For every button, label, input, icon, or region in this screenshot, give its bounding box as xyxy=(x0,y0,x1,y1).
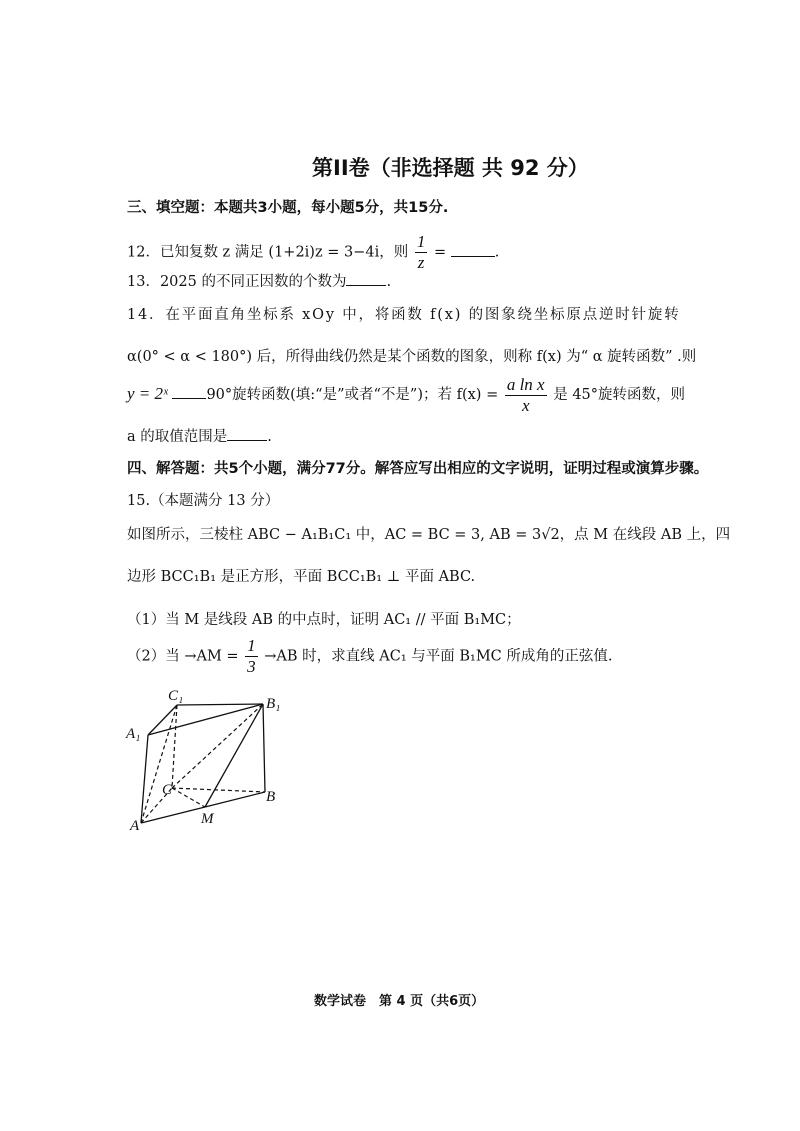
edge-b-b1 xyxy=(263,704,265,792)
question-15-part-2-fraction xyxy=(245,636,258,677)
question-14-fraction-numerator: a ln x xyxy=(506,374,545,394)
question-14-fraction xyxy=(505,375,547,416)
edge-m-b xyxy=(205,792,265,807)
question-15-header: 15.（本题满分 13 分） xyxy=(127,493,280,509)
edge-c-c1 xyxy=(172,705,177,788)
edge-a-a1 xyxy=(141,735,148,823)
question-14-fraction-denominator: x xyxy=(521,395,530,415)
section-4-heading: 四、解答题：共5个小题，满分77分。解答应写出相应的文字说明，证明过程或演算步骤。 xyxy=(127,461,709,477)
question-14-line-2: α(0° < α < 180°) 后，所得曲线仍然是某个函数的图象，则称 f(x) 为“ α 旋转函数” .则 xyxy=(127,349,697,365)
question-13-text: 13．2025 的不同正因数的个数为 xyxy=(127,274,347,290)
question-12 xyxy=(127,232,499,273)
question-12-suffix: = xyxy=(433,244,447,261)
question-15-line-2: 边形 BCC₁B₁ 是正方形，平面 BCC₁B₁ ⊥ 平面 ABC. xyxy=(127,569,476,585)
question-14-line-4 xyxy=(127,425,272,446)
question-12-fraction-denominator: z xyxy=(417,253,425,272)
edge-a-m xyxy=(141,807,205,823)
question-12-answer-blank[interactable] xyxy=(451,241,495,257)
question-13-end: . xyxy=(386,274,392,290)
question-14-line-1: 14．在平面直角坐标系 xOy 中，将函数 f(x) 的图象绕坐标原点逆时针旋转 xyxy=(127,307,681,323)
question-14-answer-blank-1[interactable] xyxy=(172,383,206,399)
question-15-part-2 xyxy=(127,636,613,677)
question-12-end: . xyxy=(494,244,500,261)
question-15-part-2-prefix: （2）当 →AM = xyxy=(127,648,239,665)
question-14-mid: 90°旋转函数(填:“是”或者“不是”)；若 f(x) = xyxy=(206,387,499,403)
label-a1: A₁ xyxy=(126,726,141,742)
section-3-heading: 三、填空题：本题共3小题，每小题5分，共15分. xyxy=(127,200,449,216)
question-12-fraction-numerator: 1 xyxy=(416,232,426,251)
question-15-part-2-suffix: →AB 时，求直线 AC₁ 与平面 B₁MC 所成角的正弦值. xyxy=(264,648,613,665)
question-12-prefix: 12．已知复数 z 满足 (1+2i)z = 3−4i，则 xyxy=(127,244,409,261)
label-b1: B₁ xyxy=(266,696,281,712)
question-15-part-2-fraction-numerator: 1 xyxy=(247,636,256,655)
label-a: A xyxy=(130,818,140,834)
prism-figure xyxy=(120,680,300,840)
page-title: 第II卷（非选择题 共 92 分） xyxy=(312,156,589,180)
label-c: C xyxy=(162,782,173,798)
edge-c-b xyxy=(172,788,265,792)
label-b: B xyxy=(266,789,276,805)
page-footer: 数学试卷 第 4 页（共6页） xyxy=(314,994,485,1009)
question-12-fraction xyxy=(415,232,428,273)
question-14-suffix: 是 45°旋转函数，则 xyxy=(553,387,686,403)
question-14-range-text: a 的取值范围是 xyxy=(127,429,228,445)
question-15-part-2-fraction-denominator: 3 xyxy=(247,657,256,676)
edge-c1-b1 xyxy=(177,704,263,705)
question-14-line-3 xyxy=(127,374,685,416)
label-c1: C₁ xyxy=(168,688,184,704)
question-15-line-1: 如图所示，三棱柱 ABC − A₁B₁C₁ 中，AC = BC = 3, AB = 3√2，点 M 在线段 AB 上，四 xyxy=(127,527,731,543)
question-15-part-1: （1）当 M 是线段 AB 的中点时，证明 AC₁ // 平面 B₁MC； xyxy=(127,612,521,628)
question-14-end: . xyxy=(267,429,272,445)
label-m: M xyxy=(201,811,214,827)
question-14-function: y = 2ˣ xyxy=(127,384,168,403)
question-14-answer-blank-2[interactable] xyxy=(227,425,267,441)
question-13-answer-blank[interactable] xyxy=(346,270,386,286)
edge-c-m xyxy=(172,788,205,807)
question-13 xyxy=(127,270,391,291)
edge-b1-m xyxy=(205,704,263,807)
